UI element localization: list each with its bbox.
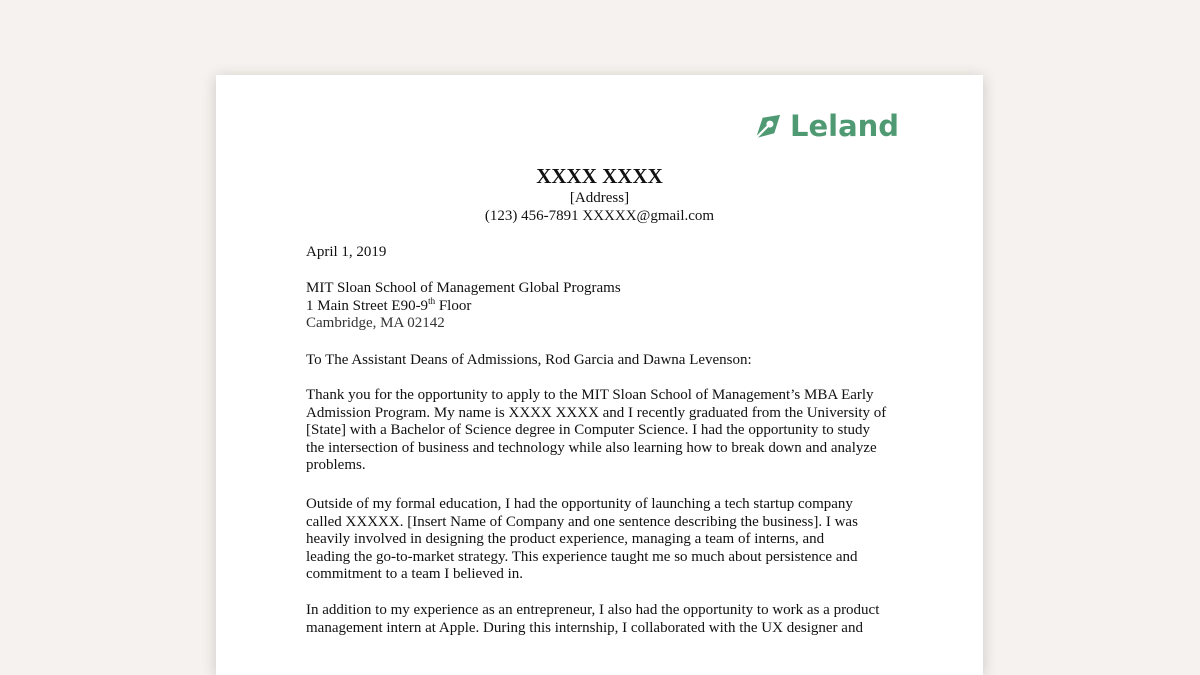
recipient-street: 1 Main Street E90-9 <box>306 297 429 314</box>
leland-compass-icon <box>753 112 782 141</box>
paragraph-line: management intern at Apple. During this internship, I collaborated with the UX designer and <box>306 619 863 636</box>
paragraph-line: leading the go-to-market strategy. This experience taught me so much about persistence and <box>306 548 858 565</box>
recipient-line-3: Cambridge, MA 02142 <box>306 315 445 332</box>
recipient-line-2 <box>306 295 896 316</box>
recipient-floor: Floor <box>435 297 472 314</box>
recipient-block <box>306 280 896 333</box>
recipient-floor-suffix: th <box>428 295 436 306</box>
paragraph-line: the intersection of business and technology while also learning how to break down and analyze <box>306 439 877 456</box>
letter-page <box>216 75 983 675</box>
paragraph-line: [State] with a Bachelor of Science degree in Computer Science. I had the opportunity to study <box>306 422 871 439</box>
applicant-name: XXXX XXXX <box>536 164 663 188</box>
paragraph-line: heavily involved in designing the product experience, managing a team of interns, and <box>306 531 825 548</box>
paragraph-line: problems. <box>306 457 366 474</box>
paragraph-line: commitment to a team I believed in. <box>306 566 524 583</box>
paragraph-line: called XXXXX. [Insert Name of Company and one sentence describing the business]. I was <box>306 513 858 530</box>
salutation: To The Assistant Deans of Admissions, Rod Garcia and Dawna Levenson: <box>306 352 752 368</box>
logo-wordmark: Leland <box>790 109 900 143</box>
paragraph-line: In addition to my experience as an entrepreneur, I also had the opportunity to work as a product <box>306 602 880 618</box>
letter-date: April 1, 2019 <box>306 244 387 260</box>
paragraph-1 <box>306 387 896 475</box>
paragraph-line: Thank you for the opportunity to apply to the MIT Sloan School of Management’s MBA Early <box>306 387 874 403</box>
applicant-contact: (123) 456-7891 XXXXX@gmail.com <box>484 208 715 224</box>
recipient-line-1: MIT Sloan School of Management Global Programs <box>306 280 621 296</box>
applicant-address: [Address] <box>569 190 630 206</box>
paragraph-2 <box>306 496 896 584</box>
leland-logo[interactable] <box>753 109 899 143</box>
paragraph-line: Admission Program. My name is XXXX XXXX and I recently graduated from the University of <box>306 404 887 421</box>
paragraph-3 <box>306 602 896 637</box>
paragraph-line: Outside of my formal education, I had the opportunity of launching a tech startup company <box>306 496 853 512</box>
